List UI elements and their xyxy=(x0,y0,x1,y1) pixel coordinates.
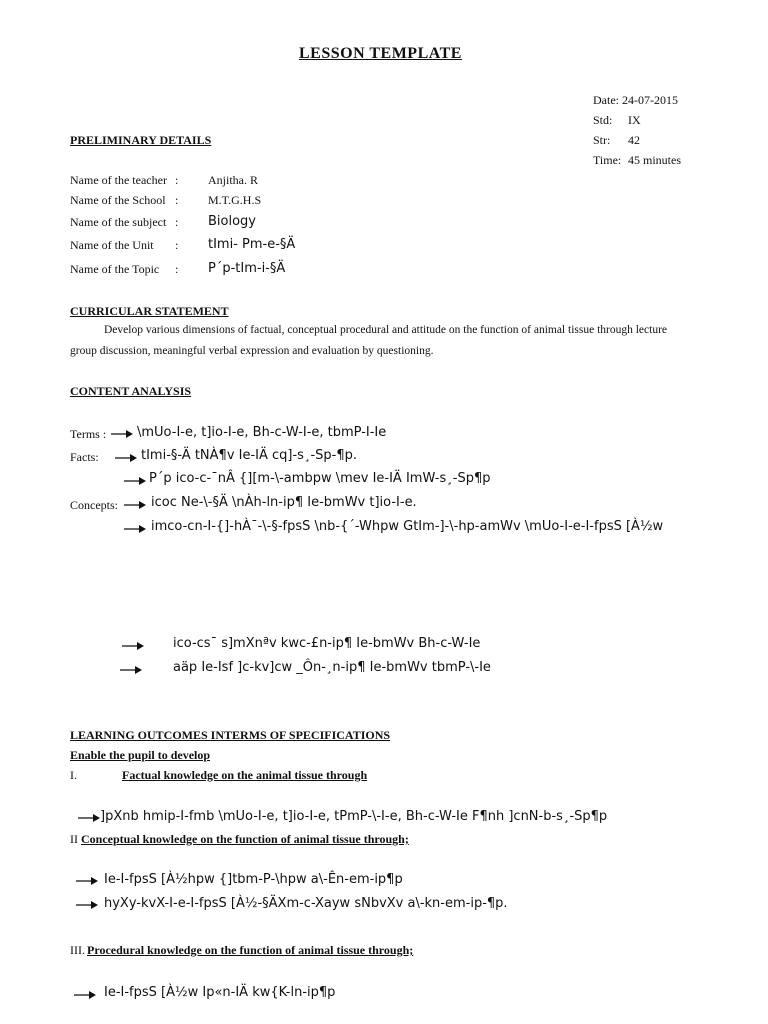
right-arrow-icon xyxy=(120,665,142,675)
curricular-heading: CURRICULAR STATEMENT xyxy=(70,304,229,318)
right-arrow-icon xyxy=(124,500,146,510)
concepts-item-1: icoc Ne-\-§Ä \nÀh-ln-ip¶ Ie-bmWv t]io-I-e. xyxy=(151,495,417,510)
teacher-label: Name of the teacher xyxy=(70,173,167,187)
right-arrow-icon xyxy=(74,990,96,1000)
right-arrow-icon xyxy=(78,813,100,823)
school-value: M.T.G.H.S xyxy=(208,193,262,207)
outcomes-heading: LEARNING OUTCOMES INTERMS OF SPECIFICATIONS xyxy=(70,728,391,742)
content-heading: CONTENT ANALYSIS xyxy=(70,384,192,398)
outcome-i-item: ]pXnb hmip-I-fmb \mUo-I-e, t]io-I-e, tPmP-\-I-e, Bh-c-W-Ie F¶nh ]cnN-b-s¸-Sp¶p xyxy=(100,809,608,824)
topic-label: Name of the Topic xyxy=(70,262,160,276)
concepts-item-4: aäp Ie-Isf ]c-kv]cw _Ôn-¸n-ip¶ Ie-bmWv tbmP-\-Ie xyxy=(173,660,491,675)
right-arrow-icon xyxy=(76,900,98,910)
unit-label: Name of the Unit xyxy=(70,238,154,252)
subject-label: Name of the subject xyxy=(70,215,167,229)
outcome-iii-number: III. xyxy=(70,943,85,957)
right-arrow-icon xyxy=(76,876,98,886)
outcome-iii-item: Ie-I-fpsS [À½w Ip«n-IÄ kw{K-ln-ip¶p xyxy=(104,985,336,1000)
terms-text: \mUo-I-e, t]io-I-e, Bh-c-W-I-e, tbmP-I-Ie xyxy=(137,425,387,440)
right-arrow-icon xyxy=(124,524,146,534)
subject-value: Biology xyxy=(208,214,256,229)
std-label: Std: xyxy=(593,113,613,127)
unit-value: tImi- Pm-e-§Ä xyxy=(208,237,296,252)
outcome-ii-number: II xyxy=(70,832,78,846)
topic-value: P´p-tIm-i-§Ä xyxy=(208,261,286,276)
concepts-item-2: imco-cn-I-{]-hÀ¯-\-§-fpsS \nb-{´-Whpw GtIm-]-\-hp-amWv \mUo-I-e-I-fpsS [À½w xyxy=(151,519,664,534)
right-arrow-icon xyxy=(115,453,137,463)
right-arrow-icon xyxy=(124,476,146,486)
concepts-label: Concepts: xyxy=(70,498,118,512)
time-label: Time: xyxy=(593,153,622,167)
outcome-ii-item-1: Ie-I-fpsS [À½hpw {]tbm-P-\hpw a\-Ên-em-ip¶p xyxy=(104,872,403,887)
subject-colon: : xyxy=(175,215,179,229)
school-label: Name of the School xyxy=(70,193,166,207)
date-text: Date: 24-07-2015 xyxy=(593,93,678,107)
curricular-line-1: Develop various dimensions of factual, conceptual procedural and attitude on the function of animal tissue through lecture xyxy=(104,324,668,336)
right-arrow-icon xyxy=(122,641,144,651)
concepts-item-3: ico-cs¯ s]mXnªv kwc-£n-ip¶ Ie-bmWv Bh-c-W-Ie xyxy=(173,636,481,651)
curricular-line-2: group discussion, meaningful verbal expression and evaluation by questioning. xyxy=(70,345,434,357)
teacher-value: Anjitha. R xyxy=(208,173,258,187)
str-value: 42 xyxy=(628,133,640,147)
str-label: Str: xyxy=(593,133,611,147)
outcome-i-number: I. xyxy=(70,768,77,782)
teacher-colon: : xyxy=(175,173,179,187)
facts-item-2: P´p ico-c-¯nÂ {][m-\-ambpw \mev Ie-IÄ ImW-s¸-Sp¶p xyxy=(149,471,491,486)
std-value: IX xyxy=(628,113,641,127)
outcome-ii-item-2: hyXy-kvX-I-e-I-fpsS [À½-§ÄXm-c-Xayw sNbvXv a\-kn-em-ip-¶p. xyxy=(104,896,508,911)
topic-colon: : xyxy=(175,262,179,276)
outcomes-subheading: Enable the pupil to develop xyxy=(70,748,211,762)
right-arrow-icon xyxy=(111,429,133,439)
facts-item-1: tImi-§-Ä tNÀ¶v Ie-IÄ cq]-s¸-Sp-¶p. xyxy=(141,448,357,463)
time-value: 45 minutes xyxy=(628,153,681,167)
page-title: LESSON TEMPLATE xyxy=(299,45,462,62)
outcome-iii-heading: Procedural knowledge on the function of animal tissue through; xyxy=(87,943,414,957)
outcome-ii-heading: Conceptual knowledge on the function of animal tissue through; xyxy=(81,832,409,846)
unit-colon: : xyxy=(175,238,179,252)
terms-label: Terms : xyxy=(70,427,107,441)
school-colon: : xyxy=(175,193,179,207)
outcome-i-heading: Factual knowledge on the animal tissue through xyxy=(122,768,368,782)
preliminary-heading: PRELIMINARY DETAILS xyxy=(70,133,212,147)
facts-label: Facts: xyxy=(70,450,99,464)
